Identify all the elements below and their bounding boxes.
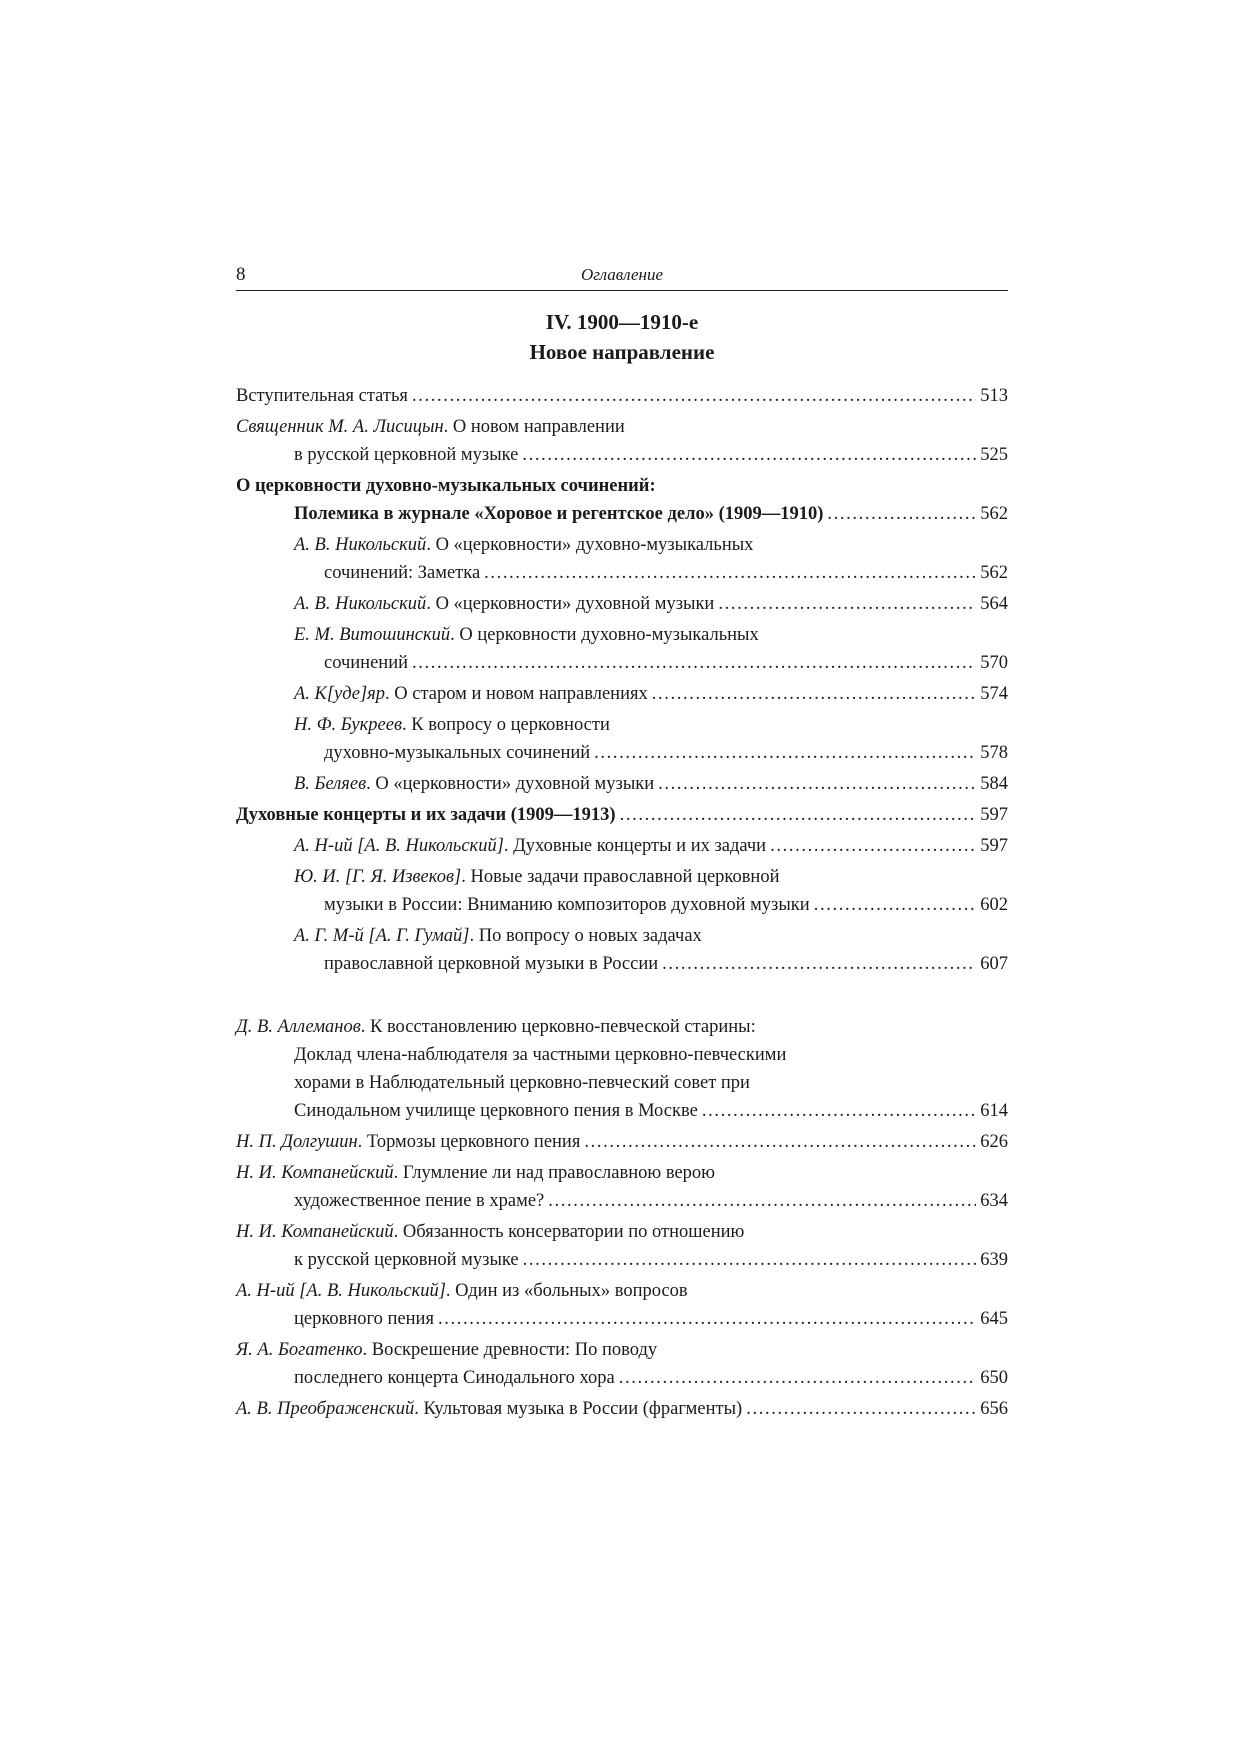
dot-leader	[412, 382, 976, 410]
dot-leader	[522, 441, 976, 469]
toc-page-number: 614	[980, 1101, 1008, 1121]
toc-page-number: 597	[980, 836, 1008, 856]
toc-page-number: 578	[980, 743, 1008, 763]
toc-author: Ю. И. [Г. Я. Извеков]	[294, 867, 462, 887]
toc-author: А. Г. М-й [А. Г. Гумай]	[294, 926, 470, 946]
toc-page-number: 656	[980, 1399, 1008, 1419]
dot-leader	[620, 801, 977, 829]
toc-entry-kompaneysky-2[interactable]: Н. И. Компанейский. Обязанность консерватории по отношению к русской церковной музыке . . . 639	[236, 1218, 1008, 1274]
table-of-contents	[236, 382, 1008, 1423]
toc-author: Д. В. Аллеманов	[236, 1017, 361, 1037]
toc-entry-dolgushin[interactable]: Н. П. Долгушин. Тормозы церковного пения . . . 626	[236, 1128, 1008, 1156]
toc-entry-n-iy-concerts[interactable]: А. Н-ий [А. В. Никольский]. Духовные концерты и их задачи . . . 597	[236, 832, 1008, 860]
toc-entry-bogatenko[interactable]: Я. А. Богатенко. Воскрешение древности: По поводу последнего концерта Синодального хора . . . 650	[236, 1336, 1008, 1392]
dot-leader	[652, 680, 977, 708]
part-title	[236, 307, 1008, 367]
toc-page-number: 597	[980, 805, 1008, 825]
dot-leader	[584, 1128, 976, 1156]
toc-section-churchliness[interactable]: О церковности духовно-музыкальных сочинений: Полемика в журнале «Хоровое и регентское дело» (1909—1910) . . . 562	[236, 472, 1008, 528]
toc-entry-kompaneysky-1[interactable]: Н. И. Компанейский. Глумление ли над православною верою художественное пение в храме? . . . 634	[236, 1159, 1008, 1215]
dot-leader	[827, 500, 976, 528]
toc-entry-lisitsyn[interactable]: Священник М. А. Лисицын. О новом направлении в русской церковной музыке . . . 525	[236, 413, 1008, 469]
toc-page-number: 574	[980, 684, 1008, 704]
dot-leader	[814, 891, 977, 919]
toc-page-number: 584	[980, 774, 1008, 794]
toc-entry-bukreev[interactable]: Н. Ф. Букреев. К вопросу о церковности духовно-музыкальных сочинений . . . 578	[236, 711, 1008, 767]
toc-author: Н. И. Компанейский	[236, 1222, 394, 1242]
dot-leader	[658, 770, 976, 798]
toc-author: Я. А. Богатенко	[236, 1340, 363, 1360]
toc-page-number: 645	[980, 1309, 1008, 1329]
toc-entry-izvekov[interactable]: Ю. И. [Г. Я. Извеков]. Новые задачи православной церковной музыки в России: Вниманию композиторов духовной музыки . . . 602	[236, 863, 1008, 919]
toc-entry-n-iy-painful-questions[interactable]: А. Н-ий [А. В. Никольский]. Один из «больных» вопросов церковного пения . . . 645	[236, 1277, 1008, 1333]
running-title: Оглавление	[580, 265, 664, 284]
toc-page-number: 570	[980, 653, 1008, 673]
page-number: 8	[236, 264, 246, 285]
toc-author: В. Беляев	[294, 774, 367, 794]
toc-page-number: 525	[980, 445, 1008, 465]
dot-leader	[523, 1246, 977, 1274]
toc-page-number: 564	[980, 594, 1008, 614]
dot-leader	[770, 832, 976, 860]
section-gap	[236, 981, 1008, 1013]
dot-leader	[662, 950, 976, 978]
toc-author: Н. Ф. Букреев	[294, 715, 402, 735]
toc-entry-introductory-article[interactable]: Вступительная статья . . . 513	[236, 382, 1008, 410]
toc-entry-nikolsky-music[interactable]: А. В. Никольский. О «церковности» духовной музыки . . . 564	[236, 590, 1008, 618]
toc-author: Н. П. Долгушин	[236, 1132, 358, 1152]
running-head	[236, 262, 1008, 291]
toc-entry-belyaev[interactable]: В. Беляев. О «церковности» духовной музыки . . . 584	[236, 770, 1008, 798]
toc-author: А. В. Никольский	[294, 535, 427, 555]
dot-leader	[746, 1395, 976, 1423]
toc-entry-nikolsky-note[interactable]: А. В. Никольский. О «церковности» духовно-музыкальных сочинений: Заметка . . . 562	[236, 531, 1008, 587]
toc-entry-vitoshinsky[interactable]: Е. М. Витошинский. О церковности духовно-музыкальных сочинений . . . 570	[236, 621, 1008, 677]
toc-page-number: 626	[980, 1132, 1008, 1152]
toc-author: А. В. Преображенский	[236, 1399, 415, 1419]
toc-author: А. Н-ий [А. В. Никольский]	[236, 1281, 446, 1301]
toc-section-spiritual-concerts[interactable]: Духовные концерты и их задачи (1909—1913) . . . 597	[236, 801, 1008, 829]
toc-entry-allemanov[interactable]: Д. В. Аллеманов. К восстановлению церковно-певческой старины: Доклад члена-наблюдателя за частными церковно-певческими хорами в Наблюдательный церковно-певческий совет при Синодальном училище церковного пения в Москве . . . 614	[236, 1013, 1008, 1125]
toc-author: А. В. Никольский	[294, 594, 427, 614]
toc-page-number: 602	[980, 895, 1008, 915]
dot-leader	[619, 1364, 977, 1392]
dot-leader	[412, 649, 976, 677]
dot-leader	[718, 590, 976, 618]
part-title-line1: IV. 1900—1910-е	[545, 310, 699, 334]
toc-author: Священник М. А. Лисицын	[236, 417, 444, 437]
toc-author: Е. М. Витошинский	[294, 625, 451, 645]
toc-entry-preobrazhensky[interactable]: А. В. Преображенский. Культовая музыка в России (фрагменты) . . . 656	[236, 1395, 1008, 1423]
toc-author: А. К[уде]яр	[294, 684, 386, 704]
toc-entry-kudeyar[interactable]: А. К[уде]яр. О старом и новом направлениях . . . 574	[236, 680, 1008, 708]
toc-author: А. Н-ий [А. В. Никольский]	[294, 836, 504, 856]
toc-page-number: 562	[980, 563, 1008, 583]
dot-leader	[548, 1187, 976, 1215]
part-title-line2: Новое направление	[529, 340, 715, 364]
toc-page-number: 650	[980, 1368, 1008, 1388]
toc-entry-gumay[interactable]: А. Г. М-й [А. Г. Гумай]. По вопросу о новых задачах православной церковной музыки в России . . . 607	[236, 922, 1008, 978]
toc-page-number: 562	[980, 504, 1008, 524]
toc-page-number: 607	[980, 954, 1008, 974]
page	[236, 262, 1008, 1426]
dot-leader	[594, 739, 976, 767]
dot-leader	[438, 1305, 976, 1333]
toc-page-number: 634	[980, 1191, 1008, 1211]
toc-page-number: 639	[980, 1250, 1008, 1270]
toc-page-number: 513	[980, 386, 1008, 406]
dot-leader	[702, 1097, 976, 1125]
dot-leader	[484, 559, 976, 587]
toc-author: Н. И. Компанейский	[236, 1163, 394, 1183]
